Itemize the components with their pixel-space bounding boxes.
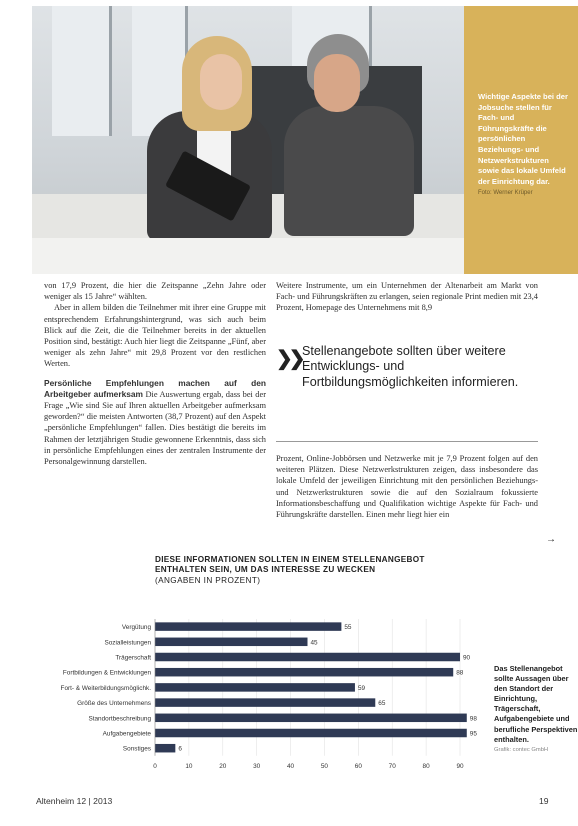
chart-title: DIESE INFORMATIONEN SOLLTEN IN EINEM STELLENANGEBOT ENTHALTEN SEIN, UM DAS INTERESSE ZU WECKEN [155, 555, 425, 575]
quote-mark-icon: ❯❯ [276, 348, 302, 370]
bar [155, 698, 375, 707]
page-number: 19 [539, 796, 549, 806]
paragraph-text: Die Auswertung ergab, dass bei der Frage „Wie sind Sie auf Ihren aktuellen Arbeitgeber aufmerksam geworden?“ die meisten Antworten (38,7 Prozent) auf den Aspekt „persönliche Empfehlungen“ fallen. Dies bestätigt die bereits im Rahmen der letztjährigen Studie gewonnene Erkenntnis, dass sich in persönliche Empfehlungen eines der zentralen Instrumente der Personalgewinnung darstellen. [44, 389, 266, 467]
footer-publication: Altenheim 12 | 2013 [36, 796, 113, 806]
bar-chart-svg [40, 615, 480, 775]
category-label: Aufgabengebiete [102, 730, 151, 738]
x-tick-label: 50 [320, 762, 328, 770]
x-tick-label: 80 [422, 762, 430, 770]
x-tick-label: 90 [456, 762, 464, 770]
category-label: Fortbildungen & Entwicklungen [62, 669, 151, 677]
paragraph: Prozent, Online-Jobbörsen und Netzwerke mit je 7,9 Prozent folgen auf den weiteren Plätzen. Diese Netzwerkstrukturen zeigen, dass insbesondere das lokale Umfeld der jeweiligen Einrichtung mit den persönlichen Beziehungs- und Netzwerkstrukturen sowie die auf den Sozialraum fokussierte Informationsbeschaffung und Qualifikation wichtige Aspekte für Fach- und Führungskräfte darstellen. Einen mehr liegt hier ein [276, 454, 538, 520]
bar [155, 653, 460, 662]
article-photo [32, 6, 464, 274]
data-label: 88 [456, 669, 464, 677]
x-tick-label: 10 [185, 762, 193, 770]
bar [155, 638, 308, 647]
text-column-left [44, 280, 266, 467]
category-label: Fort- & Weiterbildungsmöglichk. [60, 684, 151, 692]
category-label: Vergütung [121, 624, 151, 632]
chart-caption-panel [494, 664, 578, 753]
person-right-face [314, 54, 360, 112]
paragraph: von 17,9 Prozent, die hier die Zeitspanne „Zehn Jahre oder weniger als 15 Jahre“ wählten. [44, 281, 266, 302]
chart-caption: Das Stellenangebot sollte Aussagen über den Standort der Einrichtung, Trägerschaft, Aufgabengebiete und berufliche Perspektiven enthalten. [494, 664, 578, 744]
data-label: 95 [469, 730, 477, 738]
data-label: 45 [310, 639, 318, 647]
bar-chart [40, 615, 480, 775]
person-left-face [200, 54, 242, 110]
category-label: Standortbeschreibung [88, 715, 151, 723]
data-label: 55 [344, 624, 352, 632]
section-heading: Persönliche Empfehlungen machen auf den Arbeitgeber aufmerksam [44, 377, 266, 399]
bar [155, 683, 355, 692]
chart-subtitle: (ANGABEN IN PROZENT) [155, 576, 261, 585]
window-panel [52, 6, 112, 136]
continue-arrow-icon: → [546, 534, 556, 545]
bar [155, 729, 467, 738]
data-label: 98 [469, 715, 477, 723]
x-tick-label: 40 [287, 762, 295, 770]
bar [155, 668, 453, 677]
chart-credit: Grafik: contec GmbH [494, 746, 549, 753]
pull-quote-text: Stellenangebote sollten über weitere Entwicklungs- und Fortbildungsmöglichkeiten informieren. [302, 344, 519, 389]
paragraph: Aber in allem bilden die Teilnehmer mit ihrer eine Gruppe mit entsprechendem Erfahrungshintergrund, was sich auch beim Blick auf die Zeit, die die Teilnehmer bereits in der aktuellen Position sind, bestätigt: Auch hier liegt die Zeitspanne „Fünf, aber weniger als zehn Jahre“ mit 29,8 Prozent vor den restlichen Werten. [44, 303, 266, 369]
data-label: 6 [178, 745, 182, 753]
x-tick-label: 30 [253, 762, 261, 770]
category-label: Trägerschaft [115, 654, 151, 662]
desk-edge [32, 238, 464, 274]
paragraph: Weitere Instrumente, um ein Unternehmen der Altenarbeit am Markt von Fach- und Führungskräften zu erlangen, seien regionale Print medien mit 23,4 Prozent, Homepage des Unternehmens mit 8,9 [276, 281, 538, 313]
photo-credit: Foto: Werner Krüper [478, 190, 533, 197]
photo-caption: Wichtige Aspekte bei der Jobsuche stellen für Fach- und Führungskräfte die persönlichen Beziehungs- und Netzwerkstrukturen sowie das lokale Umfeld der Einrichtung dar. [478, 92, 568, 186]
paragraph [44, 378, 266, 468]
photo-caption-panel [464, 6, 578, 274]
data-label: 65 [378, 700, 386, 708]
data-label: 90 [463, 654, 471, 662]
bar [155, 714, 467, 723]
pull-quote [276, 344, 546, 390]
person-right-body [284, 106, 414, 236]
quote-divider [276, 441, 538, 442]
bar [155, 744, 175, 753]
category-label: Sozialleistungen [104, 639, 151, 647]
x-tick-label: 70 [388, 762, 396, 770]
x-tick-label: 60 [354, 762, 362, 770]
text-column-right-top [276, 280, 538, 314]
data-label: 59 [357, 684, 366, 692]
category-label: Sonstiges [122, 745, 151, 753]
bar [155, 622, 341, 631]
x-tick-label: 20 [219, 762, 227, 770]
category-label: Größe des Unternehmens [77, 700, 151, 708]
x-tick-label: 0 [153, 762, 157, 770]
text-column-right-bottom [276, 453, 538, 520]
